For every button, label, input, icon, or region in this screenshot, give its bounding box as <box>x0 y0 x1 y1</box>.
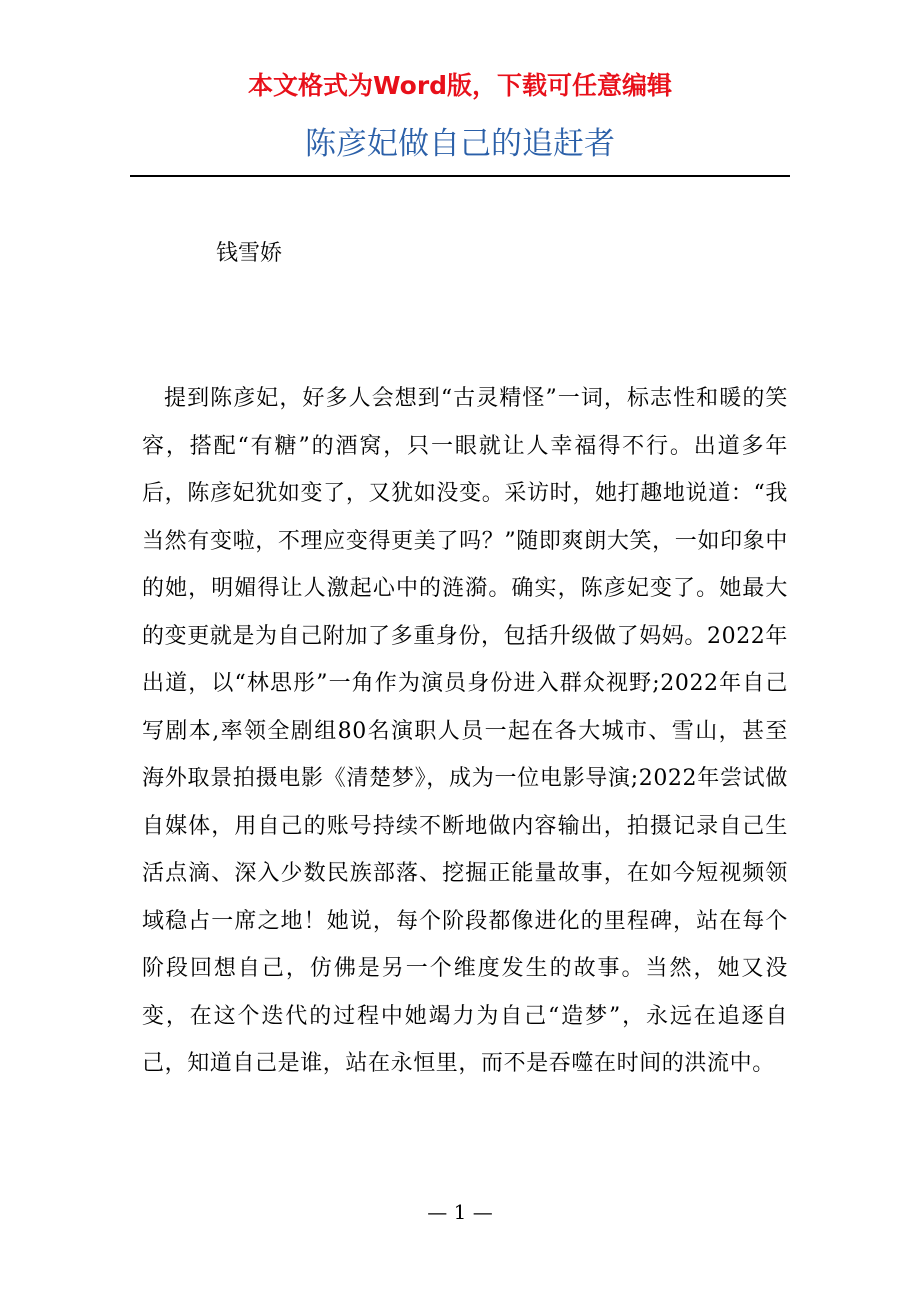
title-divider <box>130 175 790 177</box>
author-name: 钱雪娇 <box>216 241 283 266</box>
article-paragraph: 提到陈彦妃，好多人会想到“古灵精怪”一词，标志性和暖的笑容，搭配“有糖”的酒窝，只一眼就让人幸福得不行。出道多年后，陈彦妃犹如变了，又犹如没变。采访时，她打趣地说道：“我当然有变啦，不理应变得更美了吗？”随即爽朗大笑，一如印象中的她，明媚得让人激起心中的涟漪。确实，陈彦妃变了。她最大的变更就是为自己附加了多重身份，包括升级做了妈妈。2022年出道，以“林思彤”一角作为演员身份进入群众视野;2022年自己写剧本,率领全剧组80名演职人员一起在各大城市、雪山，甚至海外取景拍摄电影《清楚梦》，成为一位电影导演;2022年尝试做自媒体，用自己的账号持续不断地做内容输出，拍摄记录自己生活点滴、深入少数民族部落、挖掘正能量故事，在如今短视频领域稳占一席之地！她说，每个阶段都像进化的里程碑，站在每个阶段回想自己，仿佛是另一个维度发生的故事。当然，她又没变，在这个迭代的过程中她竭力为自己“造梦”，永远在追逐自己，知道自己是谁，站在永恒里，而不是吞噬在时间的洪流中。 <box>142 386 788 1076</box>
word-format-banner: 本文格式为Word版，下载可任意编辑 <box>247 71 673 100</box>
article-title: 陈彦妃做自己的追赶者 <box>305 126 615 162</box>
page-number: — 1 — <box>427 1200 493 1224</box>
